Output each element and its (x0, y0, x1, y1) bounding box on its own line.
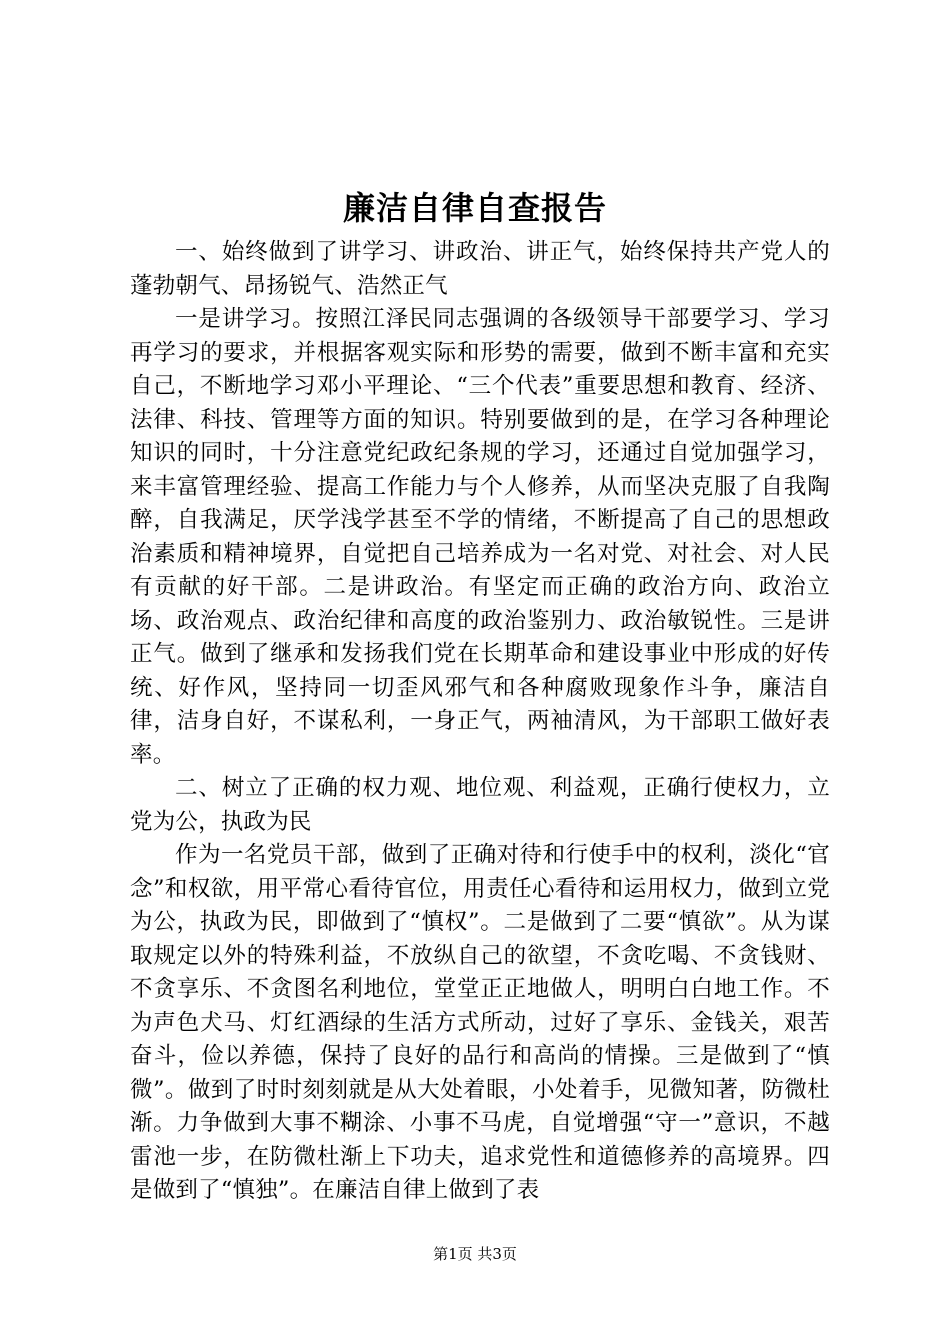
section-heading-1: 一、始终做到了讲学习、讲政治、讲正气，始终保持共产党人的蓬勃朝气、昂扬锐气、浩然正气 (130, 239, 830, 299)
document-title: 廉洁自律自查报告 (342, 189, 607, 227)
body-paragraph-1: 一是讲学习。按照江泽民同志强调的各级领导干部要学习、学习再学习的要求，并根据客观实际和形势的需要，做到不断丰富和充实自己，不断地学习邓小平理论、“三个代表”重要思想和教育、经济、法律、科技、管理等方面的知识。特别要做到的是，在学习各种理论知识的同时，十分注意党纪政纪条规的学习，还通过自觉加强学习，来丰富管理经验、提高工作能力与个人修养，从而坚决克服了自我陶醉，自我满足，厌学浅学甚至不学的情绪，不断提高了自己的思想政治素质和精神境界，自觉把自己培养成为一名对党、对社会、对人民有贡献的好干部。二是讲政治。有坚定而正确的政治方向、政治立场、政治观点、政治纪律和高度的政治鉴别力、政治敏锐性。三是讲正气。做到了继承和发扬我们党在长期革命和建设事业中形成的好传统、好作风，坚持同一切歪风邪气和各种腐败现象作斗争，廉洁自律，洁身自好，不谋私利，一身正气，两袖清风，为干部职工做好表率。 (130, 306, 830, 768)
page-number-footer: 第1页 共3页 (433, 1245, 517, 1263)
section-heading-2: 二、树立了正确的权力观、地位观、利益观，正确行使权力，立党为公，执政为民 (130, 775, 830, 835)
body-paragraph-2: 作为一名党员干部，做到了正确对待和行使手中的权利，淡化“官念”和权欲，用平常心看待官位，用责任心看待和运用权力，做到立党为公，执政为民，即做到了“慎权”。二是做到了二要“慎欲”。从为谋取规定以外的特殊利益，不放纵自己的欲望，不贪吃喝、不贪钱财、不贪享乐、不贪图名利地位，堂堂正正地做人，明明白白地工作。不为声色犬马、灯红酒绿的生活方式所动，过好了享乐、金钱关，艰苦奋斗，俭以养德，保持了良好的品行和高尚的情操。三是做到了“慎微”。做到了时时刻刻就是从大处着眼，小处着手，见微知著，防微杜渐。力争做到大事不糊涂、小事不马虎，自觉增强“守一”意识，不越雷池一步，在防微杜渐上下功夫，追求党性和道德修养的高境界。四是做到了“慎独”。在廉洁自律上做到了表 (130, 842, 830, 1203)
document-body (130, 236, 830, 1208)
